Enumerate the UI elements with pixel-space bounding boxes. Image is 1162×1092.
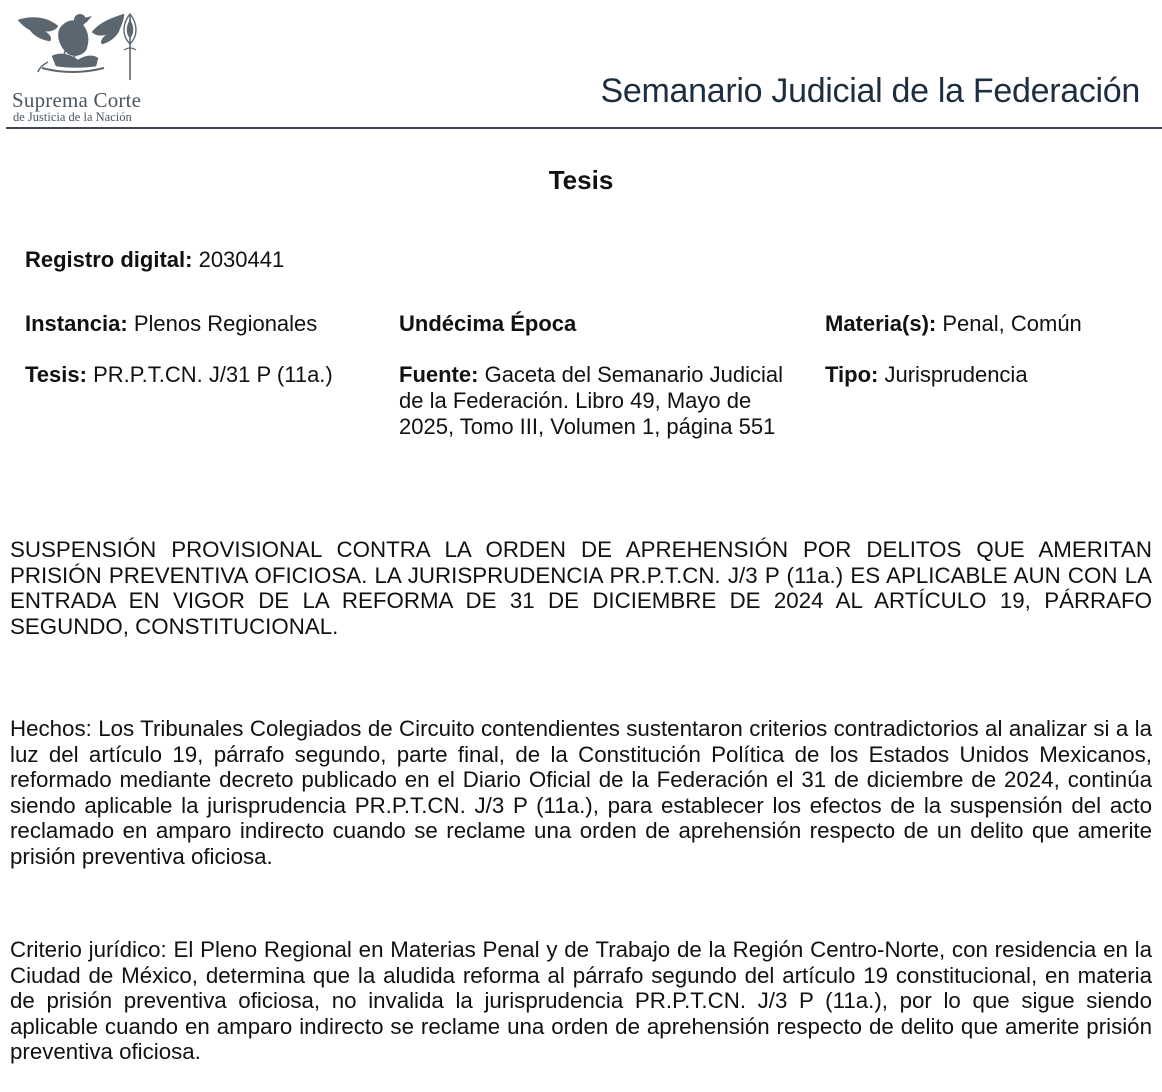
- materia-value: Penal, Común: [942, 311, 1082, 336]
- criterio-paragraph: Criterio jurídico: El Pleno Regional en Materias Penal y de Trabajo de la Región Centro-Norte, con residencia en la Ciudad de México, determina que la aludida reforma al párrafo segundo del artículo 19 constitucional, en materia de prisión preventiva oficiosa, no invalida la jurisprudencia PR.P.T.CN. J/3 P (11a.), por lo que sigue siendo aplicable cuando en amparo indirecto se reclame una orden de aprehensión respecto de delito que amerite prisión preventiva oficiosa.: [10, 937, 1152, 1065]
- registro-digital: [25, 247, 385, 273]
- tipo: [825, 362, 1155, 388]
- tesis-number: [25, 362, 355, 388]
- scjn-logo[interactable]: [8, 6, 148, 126]
- header-divider: [6, 127, 1162, 129]
- materia-label: Materia(s):: [825, 311, 937, 336]
- registro-value: 2030441: [198, 247, 285, 272]
- instancia: [25, 311, 385, 337]
- eagle-seal-icon: [12, 6, 142, 82]
- hechos-paragraph: Hechos: Los Tribunales Colegiados de Circuito contendientes sustentaron criterios contradictorios al analizar si a la luz del artículo 19, párrafo segundo, parte final, de la Constitución Política de los Estados Unidos Mexicanos, reformado mediante decreto publicado en el Diario Oficial de la Federación el 31 de diciembre de 2024, continúa siendo aplicable la jurisprudencia PR.P.T.CN. J/3 P (11a.), para establecer los efectos de la suspensión del acto reclamado en amparo indirecto cuando se reclame una orden de aprehensión respecto de un delito que amerite prisión preventiva oficiosa.: [10, 716, 1152, 869]
- epoca: [399, 311, 809, 337]
- fuente-label: Fuente:: [399, 362, 479, 387]
- fuente-value: Gaceta del Semanario Judicial de la Federación. Libro 49, Mayo de 2025, Tomo III, Volumen 1, página 551: [399, 362, 783, 439]
- site-title: Semanario Judicial de la Federación: [600, 72, 1140, 110]
- instancia-value: Plenos Regionales: [133, 311, 318, 336]
- tesis-label: Tesis:: [25, 362, 87, 387]
- fuente: [399, 362, 789, 440]
- tesis-value: PR.P.T.CN. J/31 P (11a.): [93, 362, 333, 387]
- registro-label: Registro digital:: [25, 247, 193, 272]
- tesis-rubro: SUSPENSIÓN PROVISIONAL CONTRA LA ORDEN DE APREHENSIÓN POR DELITOS QUE AMERITAN PRISIÓN PREVENTIVA OFICIOSA. LA JURISPRUDENCIA PR.P.T.CN. J/3 P (11a.) ES APLICABLE AUN CON LA ENTRADA EN VIGOR DE LA REFORMA DE 31 DE DICIEMBRE DE 2024 AL ARTÍCULO 19, PÁRRAFO SEGUNDO, CONSTITUCIONAL.: [10, 537, 1152, 639]
- tipo-value: Jurisprudencia: [884, 362, 1028, 387]
- logo-subtitle: de Justicia de la Nación: [13, 110, 132, 124]
- materia: [825, 311, 1155, 337]
- logo-name: Suprema Corte: [12, 88, 142, 112]
- epoca-label: Undécima Época: [399, 311, 577, 336]
- document-title: Tesis: [548, 165, 614, 195]
- instancia-label: Instancia:: [25, 311, 128, 336]
- tipo-label: Tipo:: [825, 362, 879, 387]
- page-header: [0, 0, 1162, 130]
